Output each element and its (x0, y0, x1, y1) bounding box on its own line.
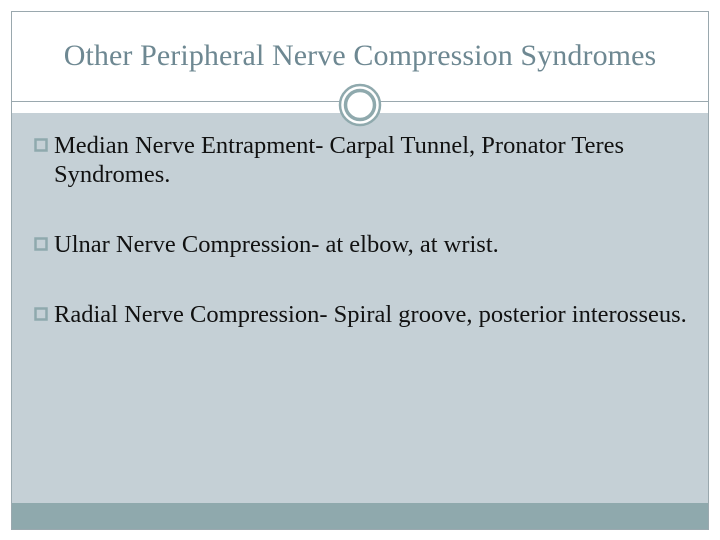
bullet-text: Median Nerve Entrapment- Carpal Tunnel, Pronator Teres Syndromes. (54, 132, 625, 188)
hollow-square-bullet-icon (34, 138, 48, 152)
bullet-item (34, 131, 694, 189)
bullet-item (34, 230, 694, 259)
bullet-text: Radial Nerve Compression- Spiral groove, posterior interosseus. (54, 301, 687, 328)
footer-bar (12, 503, 708, 529)
slide-title: Other Peripheral Nerve Compression Syndromes (63, 39, 657, 72)
slide-frame (11, 11, 709, 530)
bullet-item (34, 300, 694, 329)
bullet-list (34, 131, 694, 329)
hollow-square-bullet-icon (34, 307, 48, 321)
hollow-square-bullet-icon (34, 237, 48, 251)
circle-ring-icon (338, 83, 382, 127)
bullet-text: Ulnar Nerve Compression- at elbow, at wrist. (54, 231, 499, 258)
